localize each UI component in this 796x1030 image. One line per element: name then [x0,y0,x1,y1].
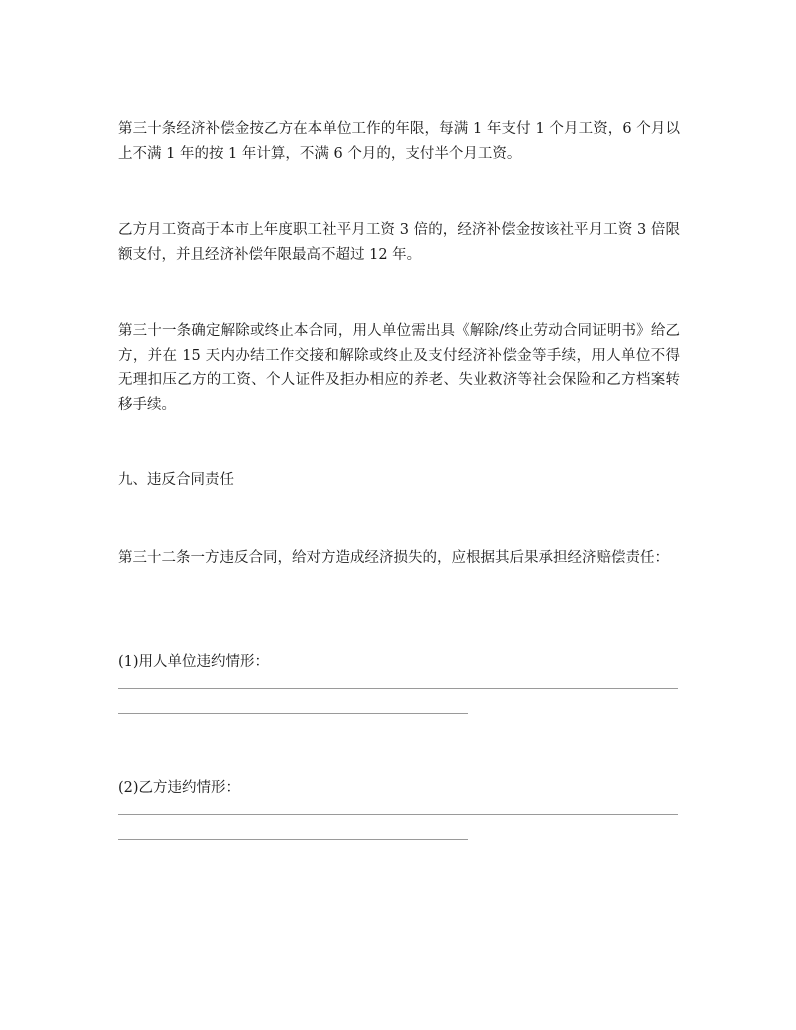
item-2-label: (2)乙方违约情形： [118,780,241,796]
article-30-paragraph-1: 第三十条经济补偿金按乙方在本单位工作的年限，每满 1 年支付 1 个月工资，6 个月以上不满 1 年的按 1 年计算，不满 6 个月的，支付半个月工资。 [118,121,680,162]
article-31-paragraph: 第三十一条确定解除或终止本合同，用人单位需出具《解除/终止劳动合同证明书》给乙方，并在 15 天内办结工作交接和解除或终止及支付经济补偿金等手续，用人单位不得无理扣压乙方的工资、个人证件及拒办相应的养老、失业救济等社会保险和乙方档案转移手续。 [118,323,680,413]
item-2-blank-line-1 [118,814,678,815]
item-1-blank-line-2 [118,713,468,714]
item-1-label: (1)用人单位违约情形： [118,654,270,670]
article-32-paragraph: 第三十二条一方违反合同，给对方造成经济损失的，应根据其后果承担经济赔偿责任： [118,550,669,566]
article-30-paragraph-2: 乙方月工资高于本市上年度职工社平月工资 3 倍的，经济补偿金按该社平月工资 3 倍限额支付，并且经济补偿年限最高不超过 12 年。 [118,222,680,263]
item-2-blank-line-2 [118,839,468,840]
item-1-blank-line-1 [118,688,678,689]
section-9-heading: 九、违反合同责任 [118,472,234,488]
